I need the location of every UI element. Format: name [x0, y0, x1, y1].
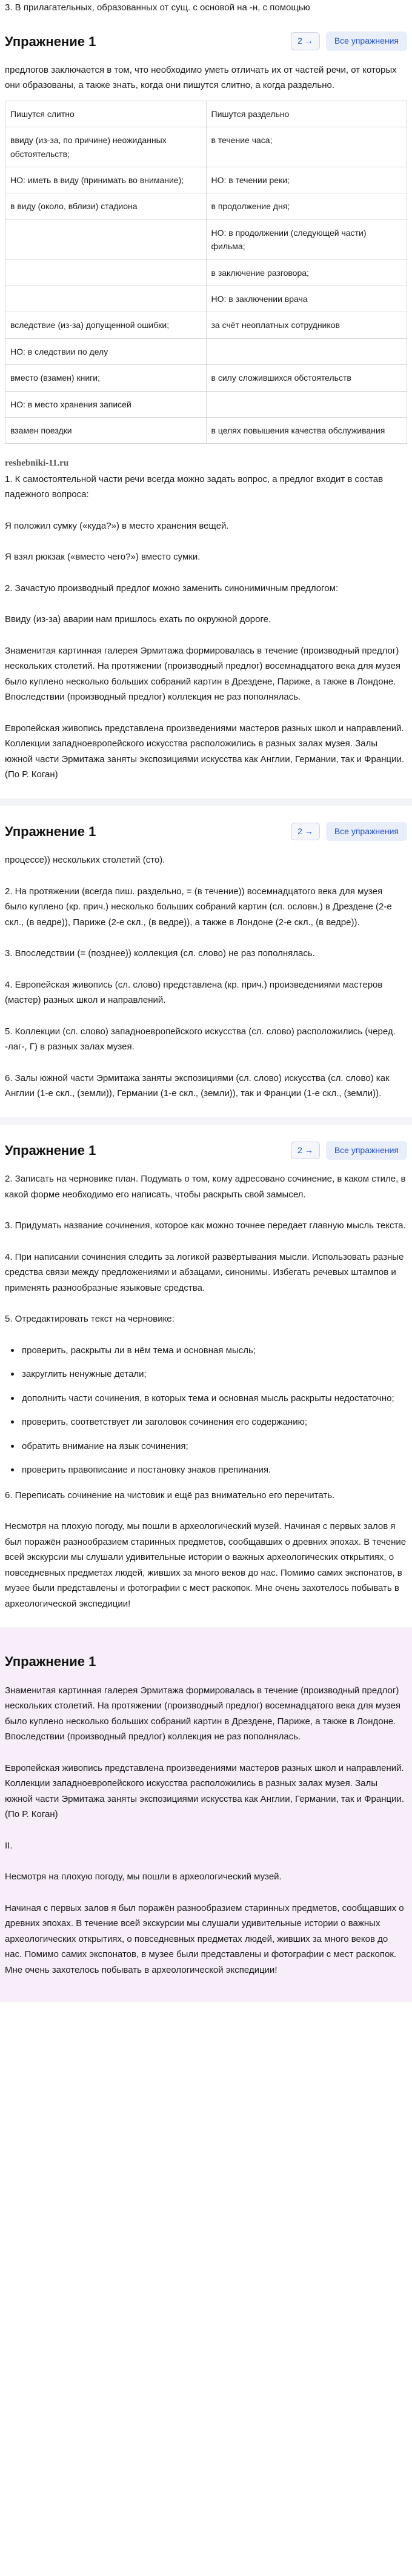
table-cell [5, 259, 207, 286]
table-cell: НО: в следствии по делу [5, 338, 207, 364]
table-cell: в продолжение дня; [206, 193, 407, 219]
table-row [5, 391, 407, 417]
all-exercises-button[interactable]: Все упражнения [326, 32, 407, 51]
table-cell [206, 391, 407, 417]
table-cell: в целях повышения качества обслуживания [206, 417, 407, 443]
exercise-number: 2 [297, 36, 302, 46]
exercise-paragraph: Знаменитая картинная галерея Эрмитажа формировалась в течение (производный предлог) нескольких столетий. На протяжении (производный предлог) восемнадцатого века для музея было куплено несколько больших собраний картин в Дрездене, Париже, а также в Лондоне. Впоследствии (производный предлог) коллекция не раз пополнялась. [5, 1685, 401, 1742]
table-row [5, 193, 407, 219]
table-cell: за счёт неоплатных сотрудников [206, 312, 407, 338]
intro-paragraph-2: предлогов заключается в том, что необходимо уметь отличать их от частей речи, от которых они образованы, а также знать, когда они пишутся слитно, а когда раздельно. [5, 64, 397, 91]
exercise-paragraph: 2. Зачастую производный предлог можно заменить синонимичным предлогом: [5, 583, 339, 594]
exercise-nav-2 [291, 822, 407, 841]
section-title-3: Упражнение 1 [5, 1142, 96, 1158]
exercise-paragraph: Начиная с первых залов я был поражён разнообразием старинных предметов, сообщавших о древних эпохах. В течение всей экскурсии мы слушали удивительные истории о важных археологических открытиях, о повседневных предметах людей, живших за много веков до нас. Помимо самих экспонатов, в музее были представлены и фотографии с мест раскопок. Мне очень захотелось побывать в археологической экспедиции! [5, 1902, 404, 1975]
checklist-item: проверить, раскрыты ли в нём тема и основная мысль; [5, 1343, 407, 1359]
table-cell [206, 338, 407, 364]
exercise-nav [291, 32, 407, 51]
table-cell: Пишутся раздельно [206, 101, 407, 127]
exercise-paragraph: Знаменитая картинная галерея Эрмитажа формировалась в течение (производный предлог) нескольких столетий. На протяжении (производный предлог) восемнадцатого века для музея было куплено несколько больших собраний картин в Дрездене, Париже, а также в Лондоне. Впоследствии (производный предлог) коллекция не раз пополнялась. [5, 645, 401, 703]
table-cell: НО: иметь в виду (принимать во внимание); [5, 167, 207, 193]
exercise-paragraph: Я положил сумку («куда?») в место хранения вещей. [5, 520, 229, 531]
table-cell: в течение часа; [206, 127, 407, 167]
exercise-paragraph: 1. К самостоятельной части речи всегда можно задать вопрос, а предлог входит в состав падежного вопроса: [5, 473, 384, 500]
table-cell: в виду (около, вблизи) стадиона [5, 193, 207, 219]
section-header-2 [5, 820, 407, 843]
section-divider-2 [0, 1117, 412, 1125]
table-cell: вследствие (из-за) допущенной ошибки; [5, 312, 207, 338]
exercise-paragraph: 4. Европейская живопись (сл. слово) представлена (кр. прич.) произведениями мастеров (мастер) разных школ и направлений. [5, 979, 383, 1006]
all-exercises-button-2[interactable]: Все упражнения [326, 822, 407, 841]
table-row [5, 417, 407, 443]
exercise-number-3: 2 [297, 1145, 302, 1155]
exercise-paragraph: Несмотря на плохую погоду, мы пошли в археологический музей. [5, 1872, 282, 1882]
preposition-table [5, 101, 407, 444]
edit-checklist [5, 1343, 407, 1478]
highlight-block [0, 1627, 412, 2002]
table-row [5, 127, 407, 167]
checklist-item: закруглить ненужные детали; [5, 1367, 407, 1382]
checklist-item: дополнить части сочинения, в которых тема и основная мысль раскрыты недостаточно; [5, 1391, 407, 1407]
exercise-number-2: 2 [297, 826, 302, 836]
table-cell: НО: в заключении врача [206, 286, 407, 312]
exercise-paragraph: Ввиду (из-за) аварии нам пришлось ехать по окружной дороге. [5, 614, 271, 625]
checklist-item: проверить, соответствует ли заголовок сочинения его содержанию; [5, 1414, 407, 1430]
table-cell [5, 286, 207, 312]
table-row [5, 167, 407, 193]
checklist-item: проверить правописание и постановку знаков препинания. [5, 1462, 407, 1478]
table-cell: НО: в продолжении (следующей части) фильма; [206, 219, 407, 259]
exercise-paragraph: 4. При написании сочинения следить за логикой развёртывания мысли. Использовать разные средства связи между предложениями и абзацами, синонимы. Избегать речевых штампов и применять разнообразные языковые средства. [5, 1251, 404, 1293]
exercise-number-button-2[interactable] [291, 823, 320, 841]
exercise-paragraph: процессе)) нескольких столетий (сто). [5, 855, 165, 866]
table-cell: ввиду (из-за, по причине) неожиданных обстоятельств; [5, 127, 207, 167]
section-header-4 [5, 1650, 407, 1673]
exercise-paragraph: Я взял рюкзак («вместо чего?») вместо сумки. [5, 552, 201, 563]
section-header-3 [5, 1139, 407, 1162]
arrow-right-icon: → [304, 1145, 313, 1155]
exercise-paragraph: 5. Коллекции (сл. слово) западноевропейского искусства (сл. слово) расположились (черед. -лаг-, Г) в разных залах музея. [5, 1026, 396, 1052]
table-cell: взамен поездки [5, 417, 207, 443]
exercise-paragraph: 3. Впоследствии (= (позднее)) коллекция (сл. слово) не раз пополнялась. [5, 948, 315, 959]
table-row [5, 101, 407, 127]
table-cell: НО: в место хранения записей [5, 391, 207, 417]
exercise-paragraph: Несмотря на плохую погоду, мы пошли в археологический музей. Начиная с первых залов я был поражён разнообразием старинных предметов, сообщавших о древних эпохах. В течение всей экскурсии мы слушали удивительные истории о важных археологических открытиях, о повседневных предметах людей, живших за много веков до нас. Помимо самих экспонатов, в музее были представлены и фотографии с мест раскопок. Мне очень захотелось побывать в археологической экспедиции! [5, 1521, 407, 1609]
table-row [5, 286, 407, 312]
section-title-2: Упражнение 1 [5, 823, 96, 839]
table-cell: в силу сложившихся обстоятельств [206, 365, 407, 391]
table-row [5, 219, 407, 259]
table-cell: в заключение разговора; [206, 259, 407, 286]
checklist-item: обратить внимание на язык сочинения; [5, 1439, 407, 1454]
table-cell: Пишутся слитно [5, 101, 207, 127]
section-divider [0, 798, 412, 806]
exercise-paragraph: Европейская живопись представлена произведениями мастеров разных школ и направлений. Коллекции западноевропейского искусства расположились в разных залах музея. Залы южной части Эрмитажа заняты экспозициями искусства как Англии, Германии, так и Франции. (По Р. Коган) [5, 1762, 405, 1820]
intro-paragraph-1: 3. В прилагательных, образованных от сущ. с основой на -н, с помощью [5, 2, 310, 13]
table-cell [5, 219, 207, 259]
all-exercises-button-3[interactable]: Все упражнения [326, 1141, 407, 1160]
exercise-number-button-3[interactable] [291, 1142, 320, 1160]
arrow-right-icon: → [304, 36, 313, 46]
table-row [5, 338, 407, 364]
table-cell: НО: в течении реки; [206, 167, 407, 193]
section-title: Упражнение 1 [5, 33, 96, 49]
section-title-4: Упражнение 1 [5, 1654, 96, 1670]
exercise-paragraph: 2. Записать на черновике план. Подумать о том, кому адресовано сочинение, в каком стиле, в какой форме необходимо его написать, чтобы раскрыть свой замысел. [5, 1174, 406, 1200]
exercise-nav-3 [291, 1141, 407, 1160]
table-cell: вместо (взамен) книги; [5, 365, 207, 391]
exercise-paragraph: 3. Придумать название сочинения, которое как можно точнее передает главную мысль текста. [5, 1220, 406, 1231]
watermark: reshebniki-11.ru [5, 458, 69, 469]
table-row [5, 312, 407, 338]
exercise-paragraph: Европейская живопись представлена произведениями мастеров разных школ и направлений. Коллекции западноевропейского искусства расположились в разных залах музея. Залы южной части Эрмитажа заняты экспозициями искусства как Англии, Германии, так и Франции. (По Р. Коган) [5, 723, 405, 780]
exercise-paragraph: 6. Залы южной части Эрмитажа заняты экспозициями (сл. слово) искусства (сл. слово) как Англии (1-е скл., (земли)), Германии (1-е скл., (земли)), так и Франции (1-е скл., (земли)). [5, 1072, 390, 1099]
exercise-paragraph: 2. На протяжении (всегда пиш. раздельно, = (в течение)) восемнадцатого века для музея было куплено (кр. прич.) несколько больших собраний картин (сл. ословн.) в Дрездене (2-е скл., (в ведре)), Париже (2-е скл., (в ведре)), а также в Лондоне (2-е скл., (в ведре)). [5, 886, 392, 928]
exercise-number-button[interactable] [291, 32, 320, 50]
table-row [5, 259, 407, 286]
table-row [5, 365, 407, 391]
section-header [5, 30, 407, 53]
exercise-paragraph: 6. Переписать сочинение на чистовик и ещё раз внимательно его перечитать. [5, 1490, 335, 1500]
exercise-paragraph: 5. Отредактировать текст на черновике: [5, 1314, 174, 1325]
arrow-right-icon: → [304, 826, 313, 836]
exercise-paragraph: II. [5, 1840, 13, 1851]
